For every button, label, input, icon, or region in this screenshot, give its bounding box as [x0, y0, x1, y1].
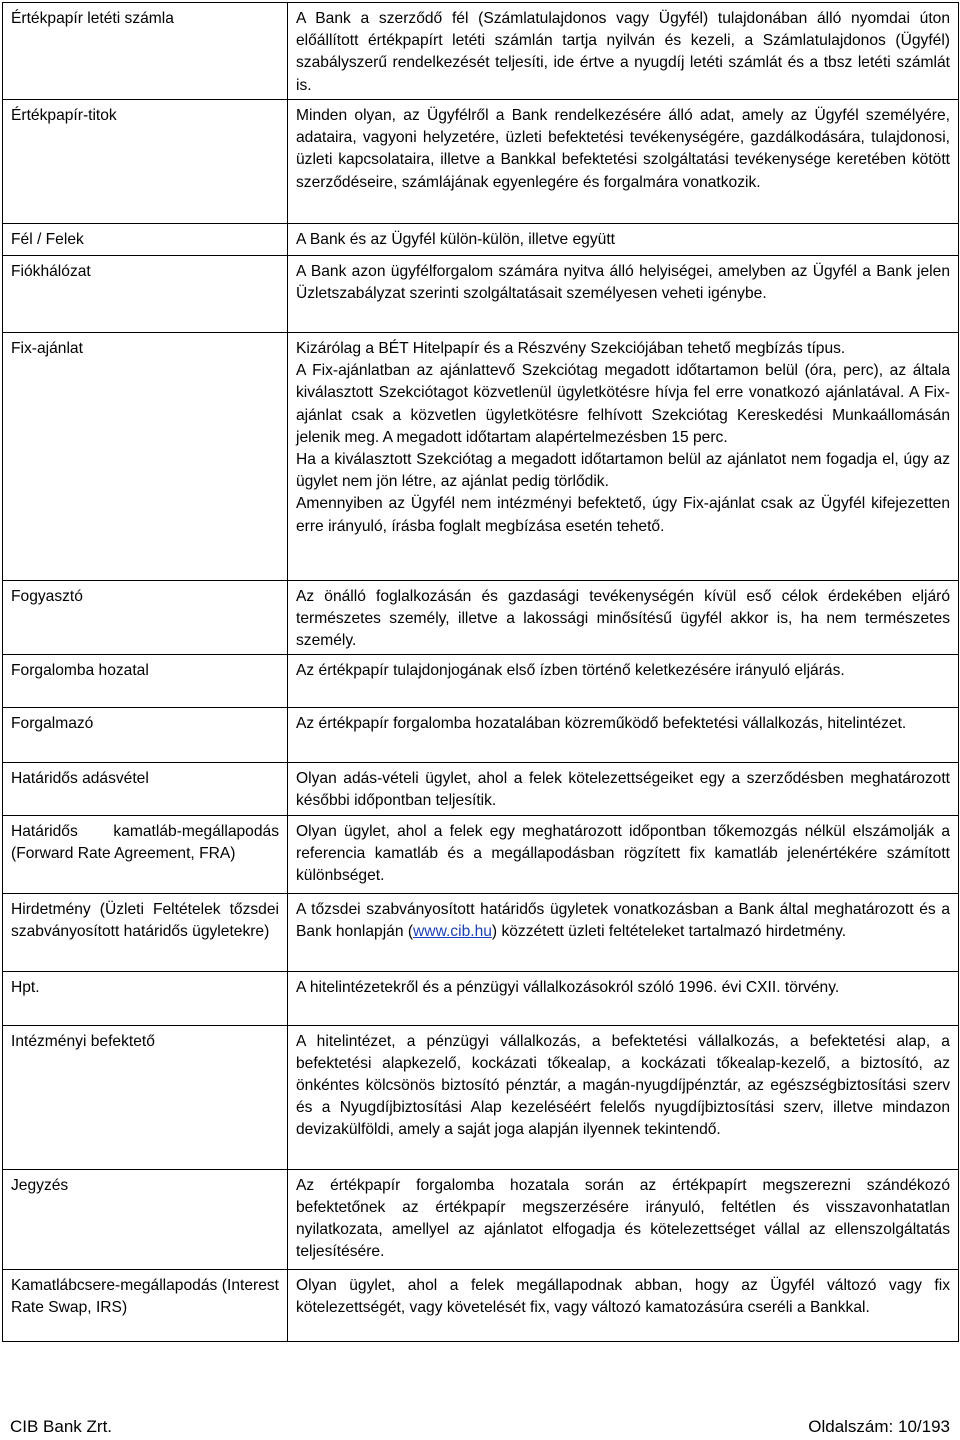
term-cell: [3, 815, 288, 893]
definition-text: A Bank és az Ügyfél külön-külön, illetve együtt: [296, 231, 615, 248]
term-cell: [3, 1269, 288, 1341]
term-label: Jegyzés: [11, 1176, 69, 1194]
definition-text: A Bank a szerződő fél (Számlatulajdonos vagy Ügyfél) tulajdonában álló nyomdai úton előállított értékpapírt letéti számlán tartja nyilván és kezeli, a Számlatulajdonos (Ügyfél) szabályszerű rendelkezését teljesíti, ide értve a nyugdíj letéti számlát és a tbsz letéti számlát is.: [296, 10, 950, 94]
definition-text: Az értékpapír forgalomba hozatalában közreműködő befektetési vállalkozás, hitelintézet.: [296, 714, 907, 732]
term-label: Fix-ajánlat: [11, 340, 83, 357]
term-label: Határidős kamatláb-megállapodás (Forward Rate Agreement, FRA): [11, 822, 279, 862]
term-label: Forgalmazó: [11, 714, 94, 732]
table-row: [3, 1169, 959, 1269]
table-row: [3, 971, 959, 1025]
footer-company-name: CIB Bank Zrt.: [10, 1417, 113, 1436]
table-row: [3, 893, 959, 971]
table-row: [3, 1269, 959, 1341]
definition-text: Ha a kiválasztott Szekciótag a megadott időtartamon belül az ajánlatot nem fogadja el, úgy az ügylet nem jön létre, az ajánlat pedig törlődik.: [296, 451, 950, 491]
table-row: [3, 815, 959, 893]
definition-cell: [288, 3, 959, 100]
definition-cell: [288, 815, 959, 893]
definition-text: A Bank azon ügyfélforgalom számára nyitva álló helyiségei, amelyben az Ügyfél a Bank jelen Üzletszabályzat szerinti szolgáltatásait személyesen veheti igénybe.: [296, 263, 950, 303]
table-row: [3, 100, 959, 224]
term-cell: [3, 654, 288, 707]
term-cell: [3, 333, 288, 581]
term-cell: [3, 707, 288, 762]
term-cell: [3, 1169, 288, 1269]
definition-cell: [288, 654, 959, 707]
table-row: [3, 333, 959, 581]
definition-text: Az önálló foglalkozásán és gazdasági tevékenységén kívül eső célok érdekében eljáró természetes személy, illetve a lakossági minősítésű ügyfél akkor is, ha nem természetes személy.: [296, 588, 950, 650]
definition-cell: [288, 100, 959, 224]
definition-cell: [288, 581, 959, 655]
page-footer: [10, 1416, 950, 1438]
definition-cell: [288, 333, 959, 581]
definition-cell: [288, 1269, 959, 1341]
term-cell: [3, 3, 288, 100]
definition-text: Olyan ügylet, ahol a felek megállapodnak abban, hogy az Ügyfél változó vagy fix kötelezettségét, vagy követelését fix, vagy változó kamatozásúra cseréli a Bankkal.: [296, 1276, 950, 1316]
term-label: Intézményi befektető: [11, 1032, 155, 1050]
definition-text: Az értékpapír forgalomba hozatala során az értékpapírt megszerezni szándékozó befektetőnek az értékpapír megszerzésére irányuló, feltétlen és visszavonhatatlan nyilatkozata, amellyel az ajánlatot elfogadja és kötelezettséget vállal az ellenszolgáltatás teljesítésére.: [296, 1176, 950, 1261]
term-cell: [3, 581, 288, 655]
term-label: Hpt.: [11, 978, 40, 996]
cib-website-link[interactable]: www.cib.hu: [413, 922, 492, 940]
term-cell: [3, 762, 288, 815]
definition-text: A hitelintézetekről és a pénzügyi vállalkozásokról szóló 1996. évi CXII. törvény.: [296, 978, 840, 996]
definition-cell: [288, 762, 959, 815]
term-label: Értékpapír-titok: [11, 107, 117, 124]
table-row: [3, 3, 959, 100]
term-label: Hirdetmény (Üzleti Feltételek tőzsdei szabványosított határidős ügyletekre): [11, 900, 279, 940]
definition-text: Minden olyan, az Ügyfélről a Bank rendelkezésére álló adat, amely az Ügyfél személyére, adataira, vagyoni helyzetére, üzleti befektetési tevékenységére, gazdálkodására, tulajdonosi, üzleti kapcsolataira, illetve a Bankkal befektetési szolgáltatási tevékenysége keretében kötött szerződéseire, számlájának egyenlegére és forgalmára vonatkozik.: [296, 107, 950, 191]
table-row: [3, 581, 959, 655]
definition-text: Olyan adás-vételi ügylet, ahol a felek kötelezettségeiket egy a szerződésben meghatározott későbbi időpontban teljesítik.: [296, 769, 950, 809]
term-cell: [3, 893, 288, 971]
term-label: Fiókhálózat: [11, 263, 91, 280]
term-cell: [3, 224, 288, 256]
term-label: Kamatlábcsere-megállapodás (Interest Rate Swap, IRS): [11, 1276, 279, 1316]
definition-cell: [288, 893, 959, 971]
table-row: [3, 224, 959, 256]
definition-cell: [288, 1169, 959, 1269]
definition-text: Amennyiben az Ügyfél nem intézményi befektető, úgy Fix-ajánlat csak az Ügyfél kifejezetten erre irányuló, írásba foglalt megbízása esetén tehető.: [296, 495, 950, 535]
footer-page-number: Oldalszám: 10/193: [808, 1417, 950, 1436]
definition-text-part: ) közzétett üzleti feltételeket tartalmazó hirdetmény.: [491, 922, 847, 940]
table-row: [3, 256, 959, 333]
table-row: [3, 707, 959, 762]
definition-text: Az értékpapír tulajdonjogának első ízben történő keletkezésére irányuló eljárás.: [296, 661, 845, 679]
definition-text: A hitelintézet, a pénzügyi vállalkozás, a befektetési vállalkozás, a befektetési alap, a befektetési alapkezelő, kockázati tőkealap, a kockázati tőkealap-kezelő, a biztosító, az önkéntes kölcsönös biztosító pénztár, a magán-nyugdíjpénztár, az egészségbiztosítási szerv és a Nyugdíjbiztosítási Alap kezeléséért felelős nyugdíjbiztosítási szerv, illetve mindazon devizakülföldi, amely a saját joga alapján ilyennek tekintendő.: [296, 1032, 950, 1139]
term-cell: [3, 256, 288, 333]
term-label: Fél / Felek: [11, 231, 84, 248]
term-cell: [3, 1025, 288, 1169]
table-row: [3, 654, 959, 707]
definition-text: Olyan ügylet, ahol a felek egy meghatározott időpontban tőkemozgás nélkül elszámolják a referencia kamatláb és a megállapodásban rögzített fix kamatláb jelenértékére számított különbséget.: [296, 822, 950, 885]
term-label: Határidős adásvétel: [11, 769, 149, 787]
definition-cell: [288, 256, 959, 333]
definition-text: [296, 899, 950, 943]
definitions-table: [2, 2, 959, 1342]
definition-cell: [288, 707, 959, 762]
definition-text: A Fix-ajánlatban az ajánlattevő Szekciótag megadott időtartamon belül (óra, perc), az általa kiválasztott Szekciótagot közvetlenül ügyletkötésre hívja fel erre vonatkozó ajánlatával. A Fix-ajánlat csak a közvetlen ügyletkötésre felhívott Szekciótag Kereskedési Munkaállomásán jelenik meg. A megadott időtartam alapértelmezésben 15 perc.: [296, 362, 950, 446]
term-label: Forgalomba hozatal: [11, 661, 149, 679]
table-row: [3, 1025, 959, 1169]
term-cell: [3, 100, 288, 224]
definition-text: Kizárólag a BÉT Hitelpapír és a Részvény Szekciójában tehető megbízás típus.: [296, 340, 846, 357]
table-row: [3, 762, 959, 815]
definition-cell: [288, 224, 959, 256]
definition-cell: [288, 971, 959, 1025]
definition-cell: [288, 1025, 959, 1169]
definition-text-part: A tőzsdei szabványosított határidős ügyletek vonatkozásban a Bank által meghatározott és a Bank honlapján (: [296, 900, 950, 940]
term-label: Fogyasztó: [11, 588, 83, 605]
term-cell: [3, 971, 288, 1025]
term-label: Értékpapír letéti számla: [11, 10, 174, 27]
